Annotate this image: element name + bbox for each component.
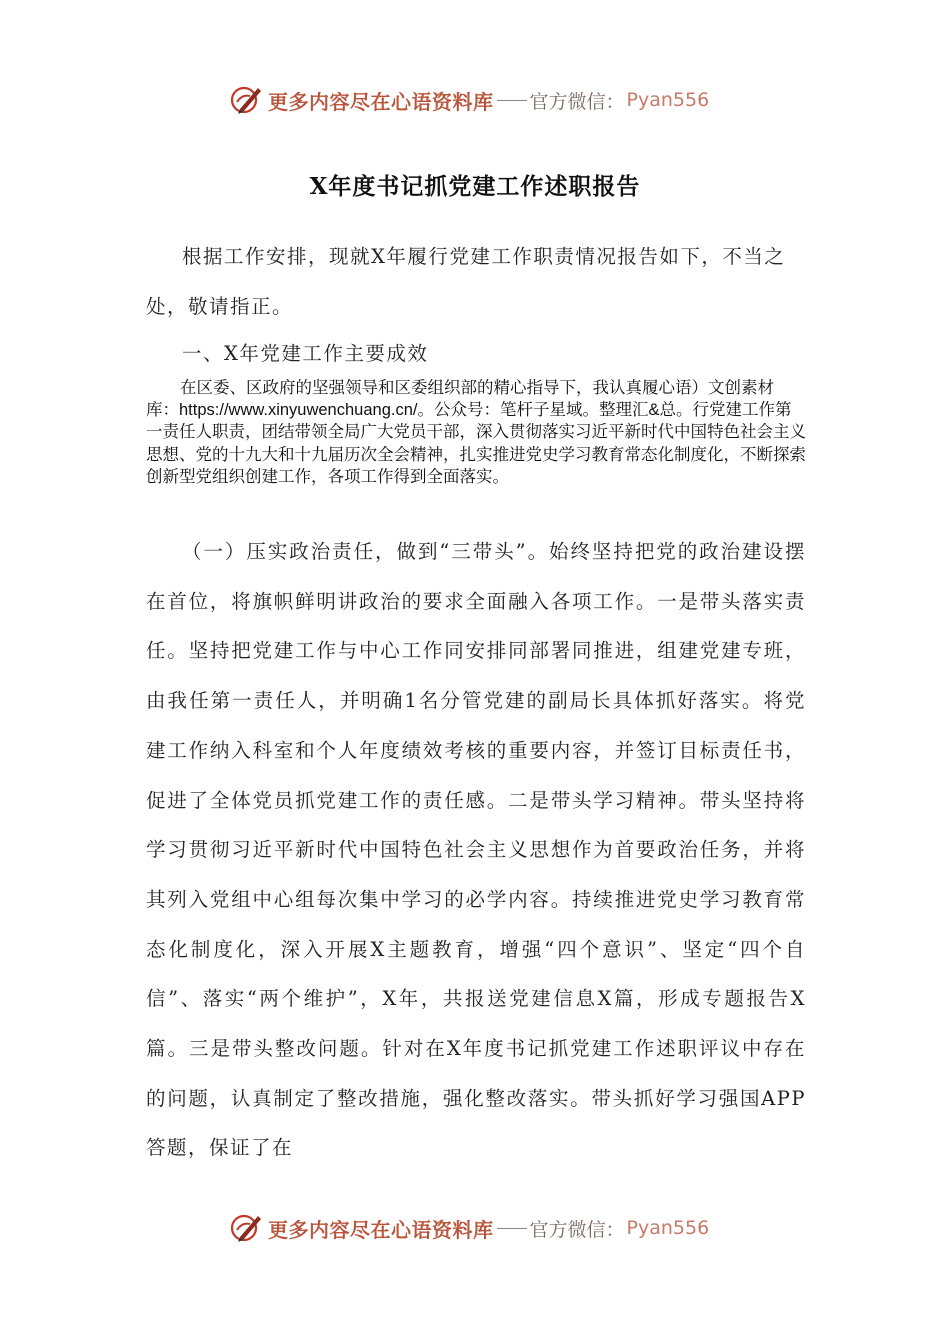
pen-circle-logo-icon [228, 1210, 264, 1246]
document-title: X年度书记抓党建工作述职报告 [309, 173, 641, 200]
banner-text: 更多内容尽在心语资料库 [268, 1217, 494, 1242]
banner-wechat-id: Pyan556 [626, 89, 710, 111]
subsection-body-paragraph: （一）压实政治责任，做到“三带头”。始终坚持把党的政治建设摆在首位，将旗帜鲜明讲政治的要求全面融入各项工作。一是带头落实责任。坚持把党建工作与中心工作同安排同部署同推进，组建党建专班，由我任第一责任人，并明确1名分管党建的副局长具体抓好落实。将党建工作纳入科室和个人年度绩效考核的重要内容，并签订目标责任书，促进了全体党员抓党建工作的责任感。二是带头学习精神。带头坚持将学习贯彻习近平新时代中国特色社会主义思想作为首要政治任务，并将其列入党组中心组每次集中学习的必学内容。持续推进党史学习教育常态化制度化，深入开展X主题教育，增强“四个意识”、坚定“四个自信”、落实“两个维护”，X年，共报送党建信息X篇，形成专题报告X篇。三是带头整改问题。针对在X年度书记抓党建工作述职评议中存在的问题，认真制定了整改措施，强化整改落实。带头抓好学习强国APP答题，保证了在 [146, 540, 806, 1160]
footer-banner [228, 1208, 748, 1248]
banner-official-label: 官方微信： [529, 90, 625, 113]
banner-official-label: 官方微信： [529, 1218, 625, 1241]
section-summary-paragraph: 在区委、区政府的坚强领导和区委组织部的精心指导下，我认真履心语）文创素材库：https://www.xinyuwenchuang.cn/。公众号：笔杆子星域。整理汇&总。行党建工作第一责任人职责，团结带领全局广大党员干部，深入贯彻落实习近平新时代中国特色社会主义思想、党的十九大和十九届历次全会精神，扎实推进党史学习教育常态化制度化，不断探索创新型党组织创建工作，各项工作得到全面落实。 [146, 379, 806, 486]
section-heading: 一、X年党建工作主要成效 [182, 342, 429, 365]
banner-wechat-id: Pyan556 [626, 1217, 710, 1239]
banner-dash [497, 100, 527, 101]
banner-dash [497, 1228, 527, 1229]
intro-paragraph: 根据工作安排，现就X年履行党建工作职责情况报告如下，不当之处，敬请指正。 [146, 245, 786, 318]
header-banner [228, 80, 748, 120]
banner-text: 更多内容尽在心语资料库 [268, 89, 494, 114]
pen-circle-logo-icon [228, 82, 264, 118]
